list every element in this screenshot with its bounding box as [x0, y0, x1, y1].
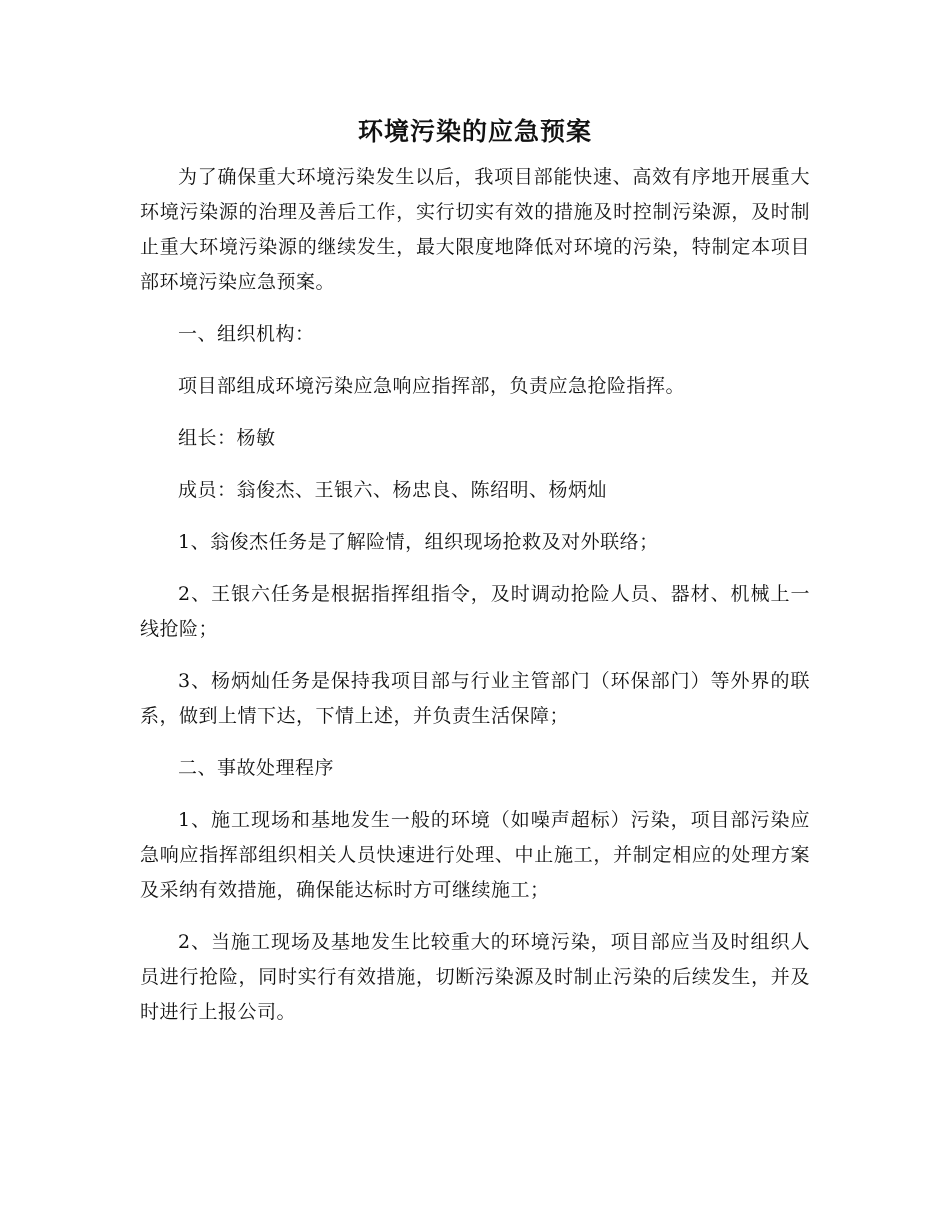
organization-paragraph: 项目部组成环境污染应急响应指挥部，负责应急抢险指挥。: [178, 375, 686, 397]
document-body: [140, 112, 810, 1047]
task-item-3: 3、杨炳灿任务是保持我项目部与行业主管部门（环保部门）等外界的联系，做到上情下达，下情上述，并负责生活保障；: [140, 670, 810, 727]
section-heading-procedure: 二、事故处理程序: [178, 757, 335, 779]
intro-paragraph: 为了确保重大环境污染发生以后，我项目部能快速、高效有序地开展重大环境污染源的治理及善后工作，实行切实有效的措施及时控制污染源，及时制止重大环境污染源的继续发生，最大限度地降低对环境的污染，特制定本项目部环境污染应急预案。: [140, 166, 810, 293]
section-heading-organization: 一、组织机构：: [178, 323, 315, 345]
procedure-item-2: 2、当施工现场及基地发生比较重大的环境污染，项目部应当及时组织人员进行抢险，同时实行有效措施，切断污染源及时制止污染的后续发生，并及时进行上报公司。: [140, 931, 810, 1023]
members-line: 成员：翁俊杰、王银六、杨忠良、陈绍明、杨炳灿: [178, 479, 608, 501]
task-item-2: 2、王银六任务是根据指挥组指令，及时调动抢险人员、器材、机械上一线抢险；: [140, 583, 810, 640]
procedure-item-1: 1、施工现场和基地发生一般的环境（如噪声超标）污染，项目部污染应急响应指挥部组织相关人员快速进行处理、中止施工，并制定相应的处理方案及采纳有效措施，确保能达标时方可继续施工；: [140, 809, 810, 901]
group-leader-line: 组长：杨敏: [178, 427, 276, 449]
task-item-1: 1、翁俊杰任务是了解险情，组织现场抢救及对外联络；: [178, 531, 659, 553]
document-title: 环境污染的应急预案: [357, 117, 592, 146]
